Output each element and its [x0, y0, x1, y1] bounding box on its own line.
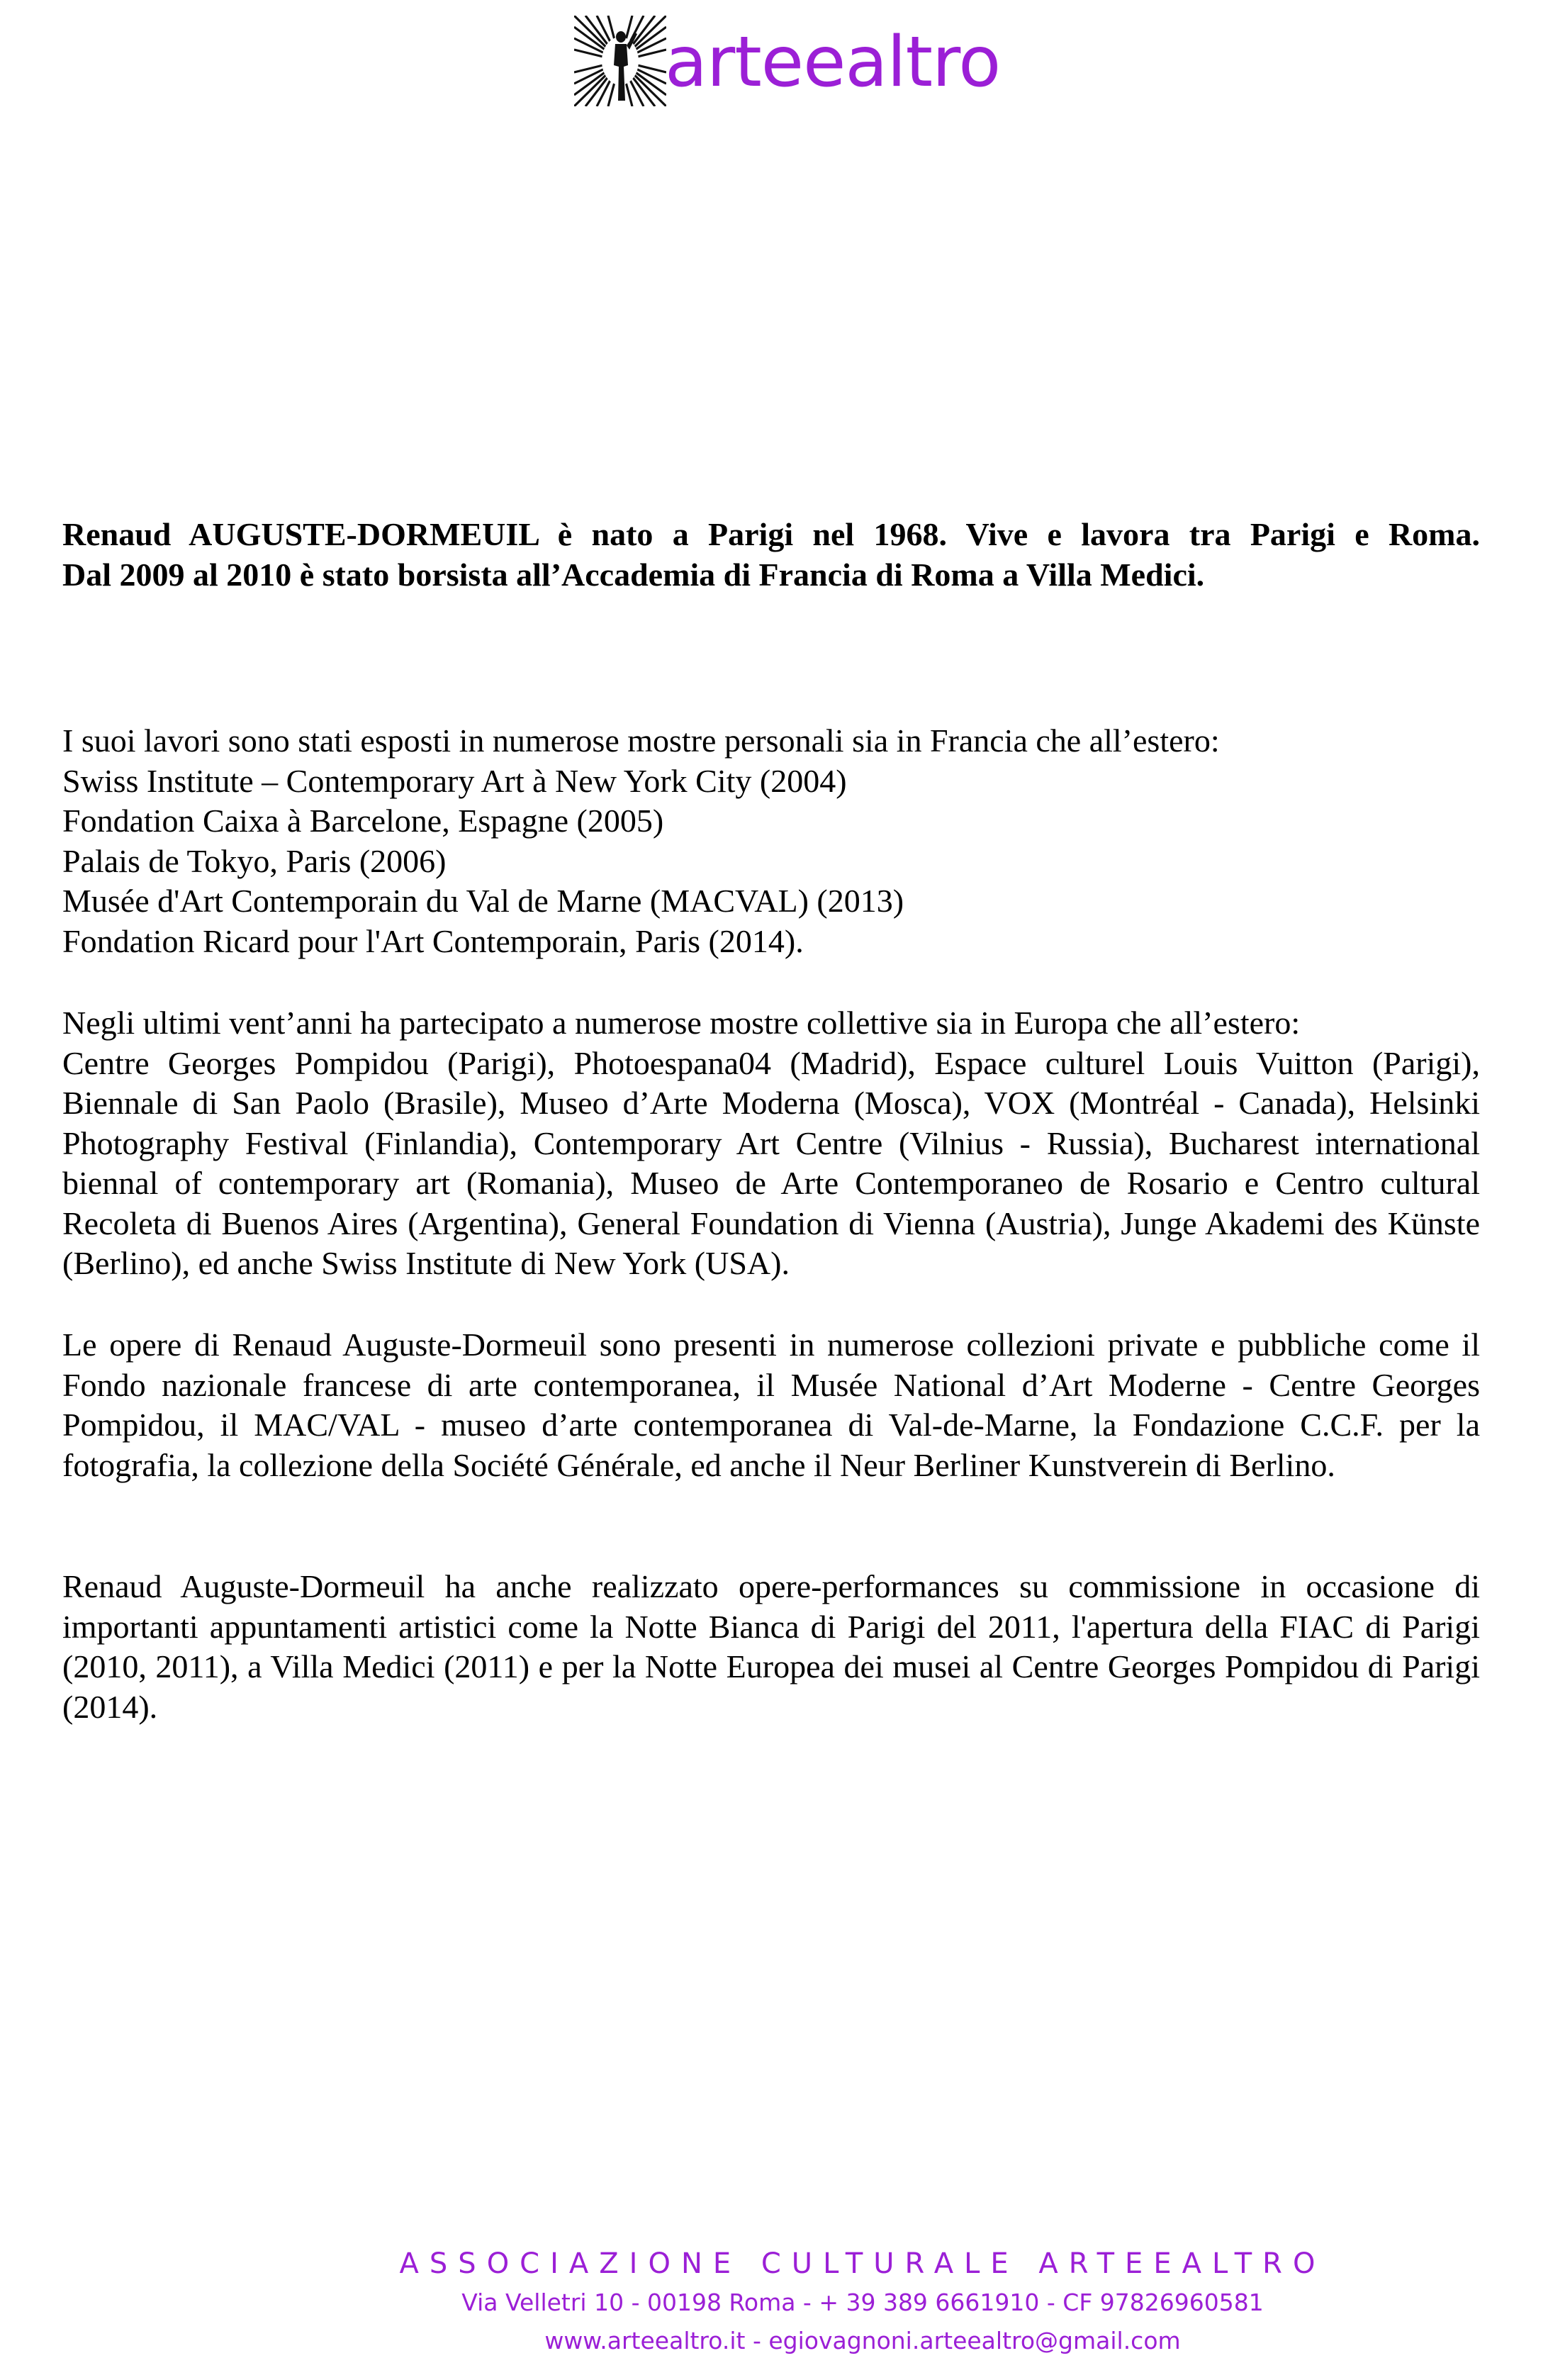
lead-line-1: Renaud AUGUSTE-DORMEUIL è nato a Parigi nel 1968. Vive e lavora tra Parigi e Roma. — [62, 516, 1480, 552]
footer — [0, 2244, 1548, 2360]
group-exhibitions-text: Centre Georges Pompidou (Parigi), Photoespana04 (Madrid), Espace culturel Louis Vuitton (Parigi), Biennale di San Paolo (Brasile), Museo d’Arte Moderna (Mosca), VOX (Montréal - Canada), Helsinki Photography Festival (Finlandia), Contemporary Art Centre (Vilnius - Russia), Bucharest international biennal of contemporary art (Romania), Museo de Arte Contemporaneo de Rosario e Centro cultural Recoleta di Buenos Aires (Argentina), General Foundation di Vienna (Austria), Junge Akademi des Künste (Berlino), ed anche Swiss Institute di New York (USA). — [62, 1044, 1480, 1281]
association-name: ASSOCIAZIONE CULTURALE ARTEEALTRO — [399, 2247, 1326, 2280]
contact-links: www.arteealtro.it - egiovagnoni.arteealtro@gmail.com — [544, 2327, 1181, 2354]
group-exhibitions-intro: Negli ultimi vent’anni ha partecipato a numerose mostre collettive sia in Europa che all’estero: — [62, 1005, 1301, 1041]
header-logo — [574, 16, 999, 108]
solo-exhibitions-intro: I suoi lavori sono stati esposti in numerose mostre personali sia in Francia che all’estero: — [62, 722, 1220, 759]
list-item: Musée d'Art Contemporain du Val de Marne (MACVAL) (2013) — [62, 883, 904, 919]
group-exhibitions — [62, 1003, 1480, 1284]
collections-text: Le opere di Renaud Auguste-Dormeuil sono presenti in numerose collezioni private e pubbliche come il Fondo nazionale francese di arte contemporanea, il Musée National d’Art Moderne - Centre Georges Pompidou, il MAC/VAL - museo d’arte contemporanea di Val-de-Marne, la Fondazione C.C.F. per la fotografia, la collezione della Société Générale, ed anche il Neur Berliner Kunstverein di Berlino. — [62, 1326, 1480, 1483]
collections-paragraph — [62, 1325, 1480, 1485]
list-item: Swiss Institute – Contemporary Art à New York City (2004) — [62, 762, 847, 799]
lead-paragraph — [62, 515, 1480, 595]
list-item: Fondation Ricard pour l'Art Contemporain, Paris (2014). — [62, 922, 804, 959]
performances-paragraph — [62, 1567, 1480, 1727]
sunburst-figure-icon — [574, 16, 666, 106]
solo-exhibitions — [62, 721, 1480, 961]
list-item: Palais de Tokyo, Paris (2006) — [62, 842, 447, 879]
performances-text: Renaud Auguste-Dormeuil ha anche realizzato opere-performances su commissione in occasione di importanti appuntamenti artistici come la Notte Bianca di Parigi del 2011, l'apertura della FIAC di Parigi (2010, 2011), a Villa Medici (2011) e per la Notte Europea dei musei al Centre Georges Pompidou di Parigi (2014). — [62, 1568, 1480, 1725]
brand-name: arteealtro — [665, 22, 1001, 103]
list-item: Fondation Caixa à Barcelone, Espagne (2005) — [62, 803, 664, 839]
lead-line-2: Dal 2009 al 2010 è stato borsista all’Accademia di Francia di Roma a Villa Medici. — [62, 556, 1205, 593]
address-line: Via Velletri 10 - 00198 Roma - + 39 389 6661910 - CF 97826960581 — [461, 2289, 1264, 2316]
